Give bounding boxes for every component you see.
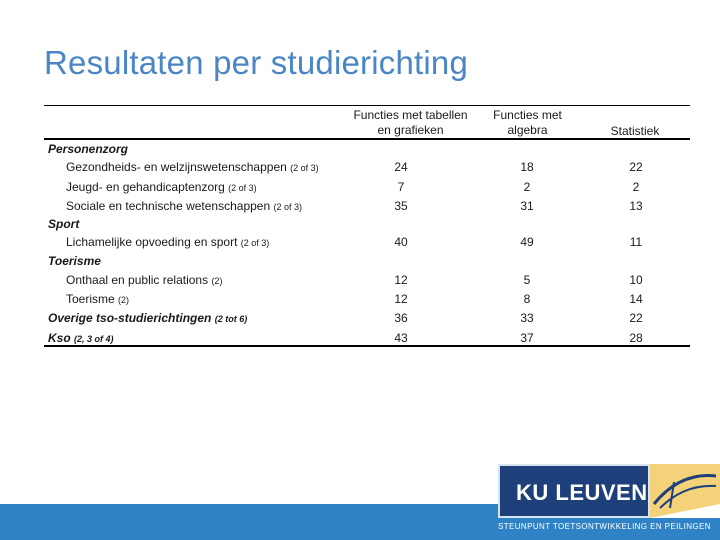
table-cell: 5 xyxy=(523,273,531,287)
column-header-tabellen: Functies met tabellen en grafieken xyxy=(353,108,468,137)
ku-leuven-emblem-icon xyxy=(650,464,720,518)
table-cell: 40 xyxy=(394,235,408,249)
table-cell: 22 xyxy=(629,311,643,325)
row-note: (2 of 3) xyxy=(273,202,302,212)
row-label-text: Onthaal en public relations xyxy=(66,273,209,287)
table-cell: 7 xyxy=(397,180,405,194)
row-label-text: Overige tso-studierichtingen xyxy=(48,311,212,325)
row-note: (2 tot 6) xyxy=(214,314,248,324)
table-row xyxy=(0,215,720,233)
table-cell: 2 xyxy=(523,180,531,194)
row-label-text: Kso xyxy=(48,331,71,345)
table-cell: 43 xyxy=(394,331,408,345)
table-cell: 12 xyxy=(394,273,408,287)
footer-caption: STEUNPUNT TOETSONTWIKKELING EN PEILINGEN xyxy=(498,522,711,531)
table-cell: 14 xyxy=(629,292,643,306)
table-cell: 35 xyxy=(394,199,408,213)
table-cell: 8 xyxy=(523,292,531,306)
table-row xyxy=(0,140,720,158)
row-note: (2, 3 of 4) xyxy=(74,334,114,344)
row-label xyxy=(66,178,257,197)
group-label xyxy=(48,309,247,328)
row-label-text: Gezondheids- en welzijnswetenschappen xyxy=(66,160,287,174)
table-cell: 24 xyxy=(394,160,408,174)
table-row xyxy=(0,290,720,308)
row-label xyxy=(66,271,222,290)
row-label-text: Sociale en technische wetenschappen xyxy=(66,199,271,213)
table-cell: 18 xyxy=(520,160,534,174)
row-label xyxy=(66,290,129,309)
table-cell: 28 xyxy=(629,331,643,345)
table-cell: 33 xyxy=(520,311,534,325)
group-label xyxy=(48,252,101,270)
table-bottom-rule xyxy=(44,345,690,347)
table-row xyxy=(0,197,720,215)
table-row xyxy=(0,271,720,289)
row-label-text: Sport xyxy=(48,217,80,231)
table-row xyxy=(0,233,720,251)
column-header-statistiek: Statistiek xyxy=(610,124,660,138)
group-label xyxy=(48,140,128,158)
row-label-text: Jeugd- en gehandicaptenzorg xyxy=(66,180,225,194)
row-label xyxy=(66,233,269,252)
row-label-text: Lichamelijke opvoeding en sport xyxy=(66,235,238,249)
table-cell: 36 xyxy=(394,311,408,325)
table-row xyxy=(0,309,720,327)
row-note: (2 of 3) xyxy=(290,163,319,173)
column-header-algebra: Functies met algebra xyxy=(493,108,562,137)
table-cell: 12 xyxy=(394,292,408,306)
table-cell: 2 xyxy=(632,180,640,194)
ku-leuven-logo xyxy=(498,464,650,518)
slide-title: Resultaten per studierichting xyxy=(44,44,469,81)
table-row xyxy=(0,158,720,176)
table-row xyxy=(0,178,720,196)
table-cell: 22 xyxy=(629,160,643,174)
row-note: (2 of 3) xyxy=(240,238,270,248)
row-label-text: Personenzorg xyxy=(48,142,129,156)
table-row xyxy=(0,252,720,270)
row-label-text: Toerisme xyxy=(48,254,101,268)
table-cell: 49 xyxy=(520,235,534,249)
table-cell: 10 xyxy=(629,273,643,287)
table-cell: 37 xyxy=(520,331,534,345)
table-cell: 13 xyxy=(629,199,643,213)
table-cell: 31 xyxy=(520,199,534,213)
row-label-text: Toerisme xyxy=(66,292,115,306)
row-note: (2) xyxy=(118,295,130,305)
row-label xyxy=(66,197,302,216)
row-note: (2 of 3) xyxy=(228,183,257,193)
row-label xyxy=(66,158,319,177)
group-label xyxy=(48,215,79,233)
logo-text: KU LEUVEN xyxy=(516,480,648,505)
table-top-rule xyxy=(44,105,690,106)
row-note: (2) xyxy=(211,276,223,286)
table-cell: 11 xyxy=(629,235,643,249)
